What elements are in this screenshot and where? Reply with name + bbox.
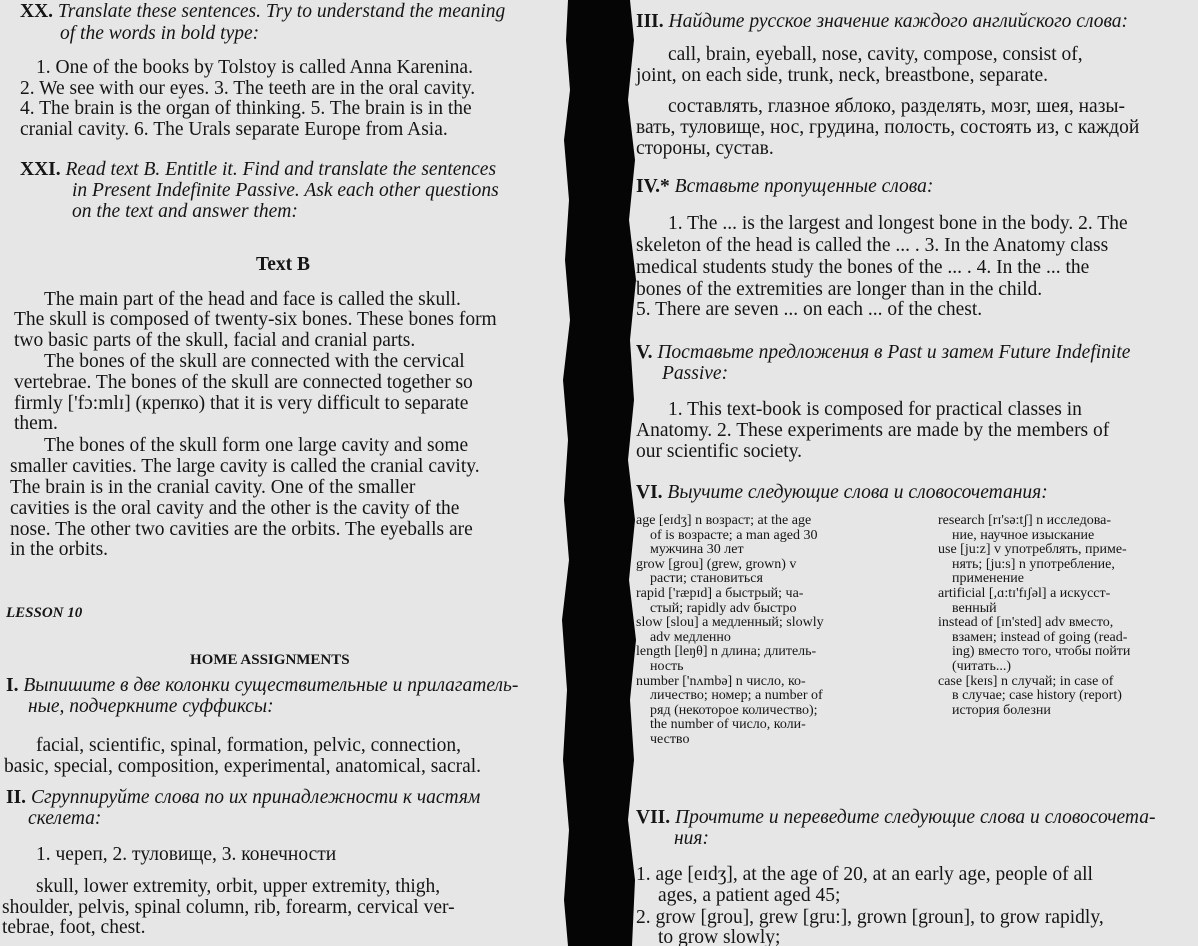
vocabulary-entry-line: of is возрасте; a man aged 30 — [650, 527, 818, 543]
exercise-3-ru-line: стороны, сустав. — [636, 138, 774, 159]
exercise-5-number: V. — [636, 342, 653, 363]
exercise-3-instruction: Найдите русское значение каждого английского слова: — [668, 11, 1129, 32]
vocabulary-entry-line: ность — [650, 658, 684, 674]
exercise-5-line: our scientific society. — [636, 441, 803, 462]
vocabulary-entry-line: number ['nʌmbə] n число, ко- — [636, 673, 806, 689]
exercise-21-number: XXI. — [20, 159, 61, 180]
text-b-line: nose. The other two cavities are the orbits. The eyeballs are — [10, 519, 473, 540]
vocabulary-entry-line: artificial [,ɑ:tɪ'fɪʃəl] a искусст- — [938, 585, 1111, 601]
exercise-20-header — [20, 2, 505, 22]
right-page — [632, 0, 1198, 946]
exercise-21-instruction-cont: in Present Indefinite Passive. Ask each other questions — [72, 180, 499, 201]
vocabulary-entry-line: история болезни — [952, 702, 1051, 718]
text-b-title: Text B — [256, 254, 310, 275]
exercise-21-instruction-cont: on the text and answer them: — [72, 201, 298, 222]
exercise-21-instruction: Read text B. Entitle it. Find and translate the sentences — [65, 159, 497, 180]
vocabulary-entry-line: (читать...) — [952, 658, 1012, 674]
vocabulary-entry-line: в случае; case history (report) — [952, 688, 1122, 704]
exercise-7-instruction: Прочтите и переведите следующие слова и словосочета- — [675, 807, 1156, 828]
vocabulary-entry-line: slow [slou] a медленный; slowly — [636, 615, 824, 631]
exercise-7-line: ages, a patient aged 45; — [658, 885, 841, 906]
exercise-20-line: 4. The brain is the organ of thinking. 5. The brain is in the — [20, 98, 472, 119]
exercise-7-header — [636, 808, 1155, 828]
exercise-5-instruction-cont: Passive: — [662, 363, 729, 384]
text-b-line: vertebrae. The bones of the skull are connected together so — [14, 372, 473, 393]
vocabulary-entry-line: rapid ['ræpɪd] a быстрый; ча- — [636, 585, 804, 601]
exercise-1-instruction: Выпишите в две колонки существительные и прилагатель- — [23, 675, 519, 696]
exercise-2-line: tebrae, foot, chest. — [2, 917, 146, 938]
vocabulary-entry-line: нять; [ju:s] n употребление, — [952, 556, 1115, 572]
text-b-line: firmly ['fɔ:mlɪ] (крепко) that it is very difficult to separate — [14, 393, 469, 414]
exercise-3-number: III. — [636, 11, 664, 32]
vocabulary-entry-line: ние, научное изыскание — [952, 527, 1095, 543]
exercise-4-line: skeleton of the head is called the ... . 3. In the Anatomy class — [636, 235, 1109, 256]
vocabulary-entry-line: венный — [952, 600, 997, 616]
vocabulary-entry-line: instead of [ɪn'sted] adv вместо, — [938, 615, 1114, 631]
text-b-line: The skull is composed of twenty-six bones. These bones form — [14, 309, 497, 330]
exercise-2-instruction-cont: скелета: — [28, 808, 102, 829]
vocabulary-entry-line: личество; номер; a number of — [650, 688, 823, 704]
exercise-4-line: 1. The ... is the largest and longest bone in the body. 2. The — [668, 213, 1128, 234]
exercise-4-line: 5. There are seven ... on each ... of the chest. — [636, 299, 983, 320]
exercise-1-line: facial, scientific, spinal, formation, pelvic, connection, — [36, 735, 462, 756]
vocabulary-entry-line: ряд (некоторое количество); — [650, 702, 818, 718]
text-b-line: in the orbits. — [10, 539, 109, 560]
exercise-5-header — [636, 343, 1130, 363]
exercise-3-ru-line: вать, туловище, нос, грудина, полость, состоять из, с каждой — [636, 117, 1140, 138]
text-b-line: two basic parts of the skull, facial and cranial parts. — [14, 330, 416, 351]
exercise-3-en-line: call, brain, eyeball, nose, cavity, compose, consist of, — [668, 44, 1083, 65]
lesson-heading: LESSON 10 — [6, 605, 83, 621]
exercise-5-line: Anatomy. 2. These experiments are made by the members of — [636, 420, 1110, 441]
text-b-line: them. — [14, 413, 58, 434]
exercise-20-instruction-cont: of the words in bold type: — [60, 23, 260, 44]
vocabulary-entry-line: применение — [952, 571, 1024, 587]
exercise-7-line: 1. age [eɪdʒ], at the age of 20, at an early age, people of all — [636, 864, 1093, 885]
vocabulary-entry-line: adv медленно — [650, 629, 731, 645]
exercise-1-line: basic, special, composition, experimental, anatomical, sacral. — [4, 756, 482, 777]
exercise-20-line: cranial cavity. 6. The Urals separate Europe from Asia. — [20, 119, 448, 140]
exercise-3-header — [636, 12, 1128, 32]
exercise-7-line: to grow slowly; — [658, 927, 781, 946]
text-b-line: The brain is in the cranial cavity. One of the smaller — [10, 477, 416, 498]
torn-edge-shape — [560, 0, 638, 946]
vocabulary-entry-line: case [keɪs] n случай; in case of — [938, 673, 1114, 689]
exercise-2-number: II. — [6, 787, 27, 808]
exercise-3-ru-line: составлять, глазное яблоко, разделять, мозг, шея, назы- — [668, 96, 1126, 117]
page-gutter — [560, 0, 638, 946]
exercise-4-header — [636, 177, 933, 197]
exercise-21-header — [20, 160, 496, 180]
vocabulary-entry-line: length [leŋθ] n длина; длитель- — [636, 644, 817, 660]
vocabulary-entry-line: стый; rapidly adv быстро — [650, 600, 797, 616]
exercise-6-number: VI. — [636, 482, 663, 503]
vocabulary-entry-line: grow [grou] (grew, grown) v — [636, 556, 797, 572]
text-b-line: smaller cavities. The large cavity is called the cranial cavity. — [10, 456, 480, 477]
exercise-20-number: XX. — [20, 1, 54, 22]
vocabulary-entry-line: age [eɪdʒ] n возраст; at the age — [636, 513, 812, 528]
vocabulary-entry-line: мужчина 30 лет — [650, 542, 744, 558]
exercise-2-line: shoulder, pelvis, spinal column, rib, forearm, cervical ver- — [2, 897, 455, 918]
exercise-6-header — [636, 483, 1048, 503]
text-b-line: The main part of the head and face is called the skull. — [44, 289, 461, 310]
exercise-2-line: skull, lower extremity, orbit, upper extremity, thigh, — [36, 876, 441, 897]
text-b-line: The bones of the skull are connected with the cervical — [44, 351, 465, 372]
exercise-5-instruction: Поставьте предложения в Past и затем Future Indefinite — [657, 342, 1131, 363]
home-assignments-heading: HOME ASSIGNMENTS — [190, 652, 350, 668]
exercise-2-header — [6, 788, 480, 808]
vocabulary-column-2 — [938, 514, 1196, 718]
left-page — [0, 0, 568, 946]
vocabulary-entry-line: взамен; instead of going (read- — [952, 629, 1128, 645]
exercise-20-line: 1. One of the books by Tolstoy is called Anna Karenina. — [36, 57, 473, 78]
vocabulary-entry-line: чество — [650, 731, 690, 747]
exercise-3-en-line: joint, on each side, trunk, neck, breastbone, separate. — [636, 65, 1049, 86]
exercise-1-header — [6, 676, 518, 696]
exercise-4-number: IV.* — [636, 176, 670, 197]
exercise-4-line: medical students study the bones of the ... . 4. In the ... the — [636, 257, 1090, 278]
exercise-7-number: VII. — [636, 807, 671, 828]
exercise-4-line: bones of the extremities are longer than in the child. — [636, 279, 1043, 300]
exercise-2-categories: 1. череп, 2. туловище, 3. конечности — [36, 844, 337, 865]
text-b-line: cavities is the oral cavity and the other is the cavity of the — [10, 498, 460, 519]
exercise-2-instruction: Сгруппируйте слова по их принадлежности к частям — [30, 787, 481, 808]
exercise-20-instruction: Translate these sentences. Try to understand the meaning — [57, 1, 506, 22]
exercise-7-line: 2. grow [grou], grew [gru:], grown [groun], to grow rapidly, — [636, 907, 1104, 928]
vocabulary-column-1 — [636, 514, 898, 748]
exercise-5-line: 1. This text-book is composed for practical classes in — [668, 399, 1082, 420]
exercise-4-instruction: Вставьте пропущенные слова: — [674, 176, 934, 197]
vocabulary-entry-line: the number of число, коли- — [650, 717, 806, 733]
vocabulary-entry-line: ing) вместо того, чтобы пойти — [952, 644, 1131, 660]
vocabulary-entry-line: расти; становиться — [650, 571, 763, 587]
exercise-1-number: I. — [6, 675, 19, 696]
vocabulary-entry-line: use [ju:z] v употреблять, приме- — [938, 542, 1127, 558]
exercise-20-line: 2. We see with our eyes. 3. The teeth are in the oral cavity. — [20, 78, 476, 99]
vocabulary-entry-line: research [rɪ'sə:tʃ] n исследова- — [938, 513, 1111, 528]
exercise-6-instruction: Выучите следующие слова и словосочетания: — [667, 482, 1048, 503]
exercise-7-instruction-cont: ния: — [674, 828, 709, 849]
exercise-1-instruction-cont: ные, подчеркните суффиксы: — [28, 696, 274, 717]
text-b-line: The bones of the skull form one large cavity and some — [44, 435, 469, 456]
